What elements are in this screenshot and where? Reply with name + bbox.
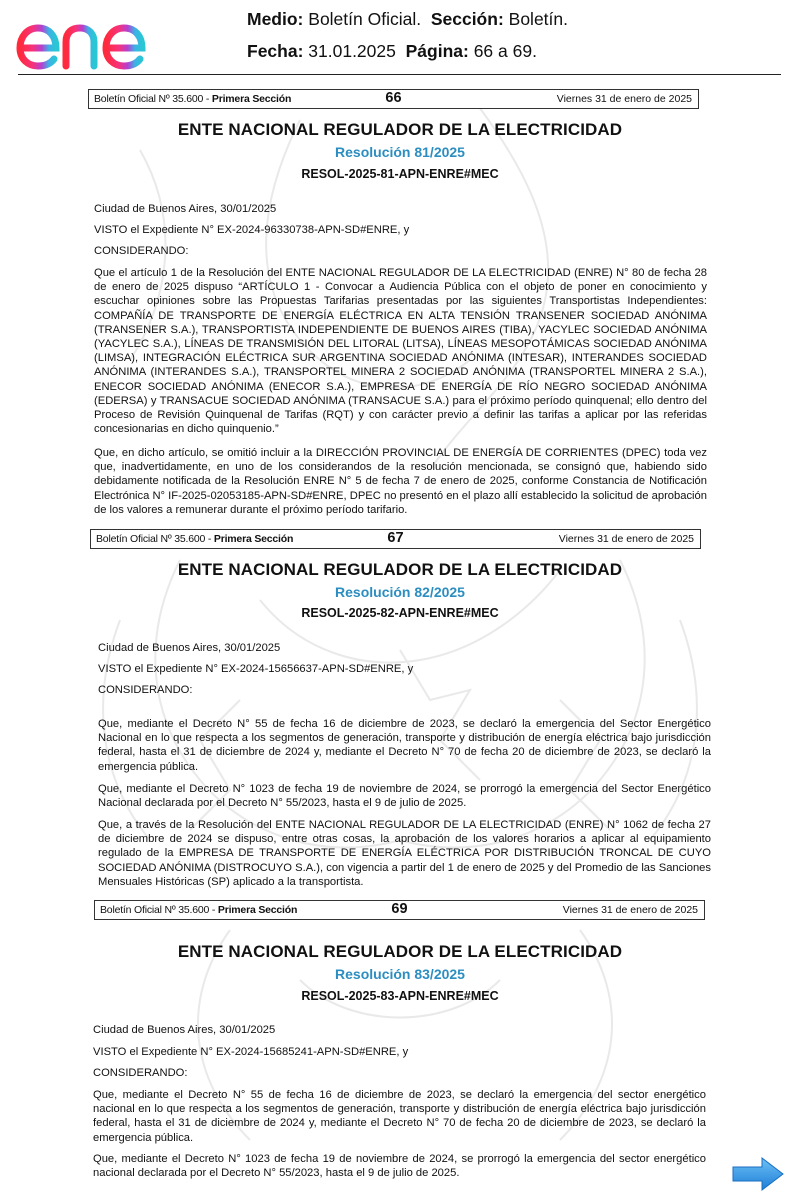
paragraph: Que, mediante el Decreto N° 1023 de fecha 19 de noviembre de 2024, se prorrogó la emergencia del sector energético nacional declarada por el Decreto N° 55/2023, hasta el 9 de julio de 2025. <box>93 1153 706 1180</box>
visto-line: VISTO el Expediente N° EX-2024-15685241-APN-SD#ENRE, y <box>93 1046 409 1058</box>
top-rule-divider <box>18 74 781 75</box>
entity-title: ENTE NACIONAL REGULADOR DE LA ELECTRICIDAD <box>177 560 623 579</box>
boletin-header-67 <box>90 529 701 549</box>
fecha-label: Fecha: <box>247 41 304 61</box>
city-date: Ciudad de Buenos Aires, 30/01/2025 <box>93 1024 276 1036</box>
entity-title: ENTE NACIONAL REGULADOR DE LA ELECTRICIDAD <box>177 942 623 961</box>
meta-line-2 <box>247 41 537 62</box>
entity-title: ENTE NACIONAL REGULADOR DE LA ELECTRICIDAD <box>177 120 623 139</box>
paragraph: Que, mediante el Decreto N° 1023 de fecha 19 de noviembre de 2024, se prorrogó la emergencia del Sector Energético Nacional declarada por el Decreto N° 55/2023, hasta el 9 de julio de 2025. <box>98 783 711 810</box>
page-number: 67 <box>387 530 404 546</box>
considerando-heading: CONSIDERANDO: <box>94 245 189 257</box>
meta-line-1 <box>247 9 568 30</box>
header-date: Viernes 31 de enero de 2025 <box>556 93 692 105</box>
arrow-right-icon[interactable] <box>730 1155 786 1193</box>
page-number: 69 <box>391 901 408 917</box>
page-number: 66 <box>385 90 402 106</box>
boletin-label: Boletín Oficial Nº 35.600 - Primera Sección <box>96 533 294 545</box>
medio-label: Medio: <box>247 9 304 29</box>
paragraph: Que, mediante el Decreto N° 55 de fecha 16 de diciembre de 2023, se declaró la emergencia del Sector Energético Nacional en lo que respecta a los segmentos de generación, transporte y distribución de energía eléctrica bajo jurisdicción federal, hasta el 31 de diciembre de 2024 y, mediante el Decreto N° 70 de fecha 20 de diciembre de 2023, se declaró la emergencia pública. <box>98 718 711 773</box>
boletin-header-66 <box>88 89 699 109</box>
city-date: Ciudad de Buenos Aires, 30/01/2025 <box>98 642 281 654</box>
city-date: Ciudad de Buenos Aires, 30/01/2025 <box>94 203 277 215</box>
boletin-label: Boletín Oficial Nº 35.600 - Primera Sección <box>100 904 298 916</box>
enel-logo <box>16 8 172 70</box>
seccion-value: Boletín. <box>508 9 569 29</box>
fecha-value: 31.01.2025 <box>308 41 396 61</box>
paragraph: Que, mediante el Decreto N° 55 de fecha 16 de diciembre de 2023, se declaró la emergencia del sector energético nacional en lo que respecta a los segmentos de generación, transporte y distribución de energía eléctrica bajo jurisdicción federal, hasta el 31 de diciembre de 2024 y, mediante el Decreto N° 70 de fecha 20 de diciembre de 2023, se declaró la emergencia pública. <box>93 1089 706 1144</box>
paragraph: Que el artículo 1 de la Resolución del ENTE NACIONAL REGULADOR DE LA ELECTRICIDAD (ENRE) N° 80 de fecha 28 de enero de 2025 dispuso “ARTÍCULO 1 - Convocar a Audiencia Pública con el objeto de poner en conocimiento y escuchar opiniones sobre las Propuestas Tarifarias presentadas por las siguientes Transportistas Independientes: COMPAÑÍA DE TRANSPORTE DE ENERGÍA ELÉCTRICA EN ALTA TENSIÓN TRANSENER SOCIEDAD ANÓNIMA (TRANSENER S.A.), TRANSPORTISTA INDEPENDIENTE DE BUENOS AIRES (TIBA), YACYLEC SOCIEDAD ANÓNIMA (YACYLEC S.A.), LÍNEAS DE TRANSMISIÓN DEL LITORAL (LITSA), LÍNEAS MESOPOTÁMICAS SOCIEDAD ANÓNIMA (LIMSA), INTEGRACIÓN ELÉCTRICA SUR ARGENTINA SOCIEDAD ANÓNIMA (INTESAR), INTERANDES SOCIEDAD ANÓNIMA (INTERANDES S.A.), TRANSPORTEL MINERA 2 SOCIEDAD ANÓNIMA (TRANSPORTEL MINERA 2 S.A.), ENECOR SOCIEDAD ANÓNIMA (ENECOR S.A.), EMPRESA DE ENERGÍA DE RÍO NEGRO SOCIEDAD ANÓNIMA (EDERSA) y TRANSACUE SOCIEDAD ANÓNIMA (TRANSACUE S.A.) para el próximo período quinquenal; ello dentro del Proceso de Revisión Quinquenal de Tarifas (RQT) y con carácter previo a definir las tarifas a aplicar por las referidas concesionarias en dicho quinquenio.” <box>94 267 707 436</box>
resolution-title: Resolución 82/2025 <box>335 584 465 600</box>
boletin-header-69 <box>94 900 705 920</box>
visto-line: VISTO el Expediente N° EX-2024-15656637-APN-SD#ENRE, y <box>98 663 414 675</box>
header-date: Viernes 31 de enero de 2025 <box>558 533 694 545</box>
pagina-value: 66 a 69. <box>473 41 537 61</box>
resolution-code: RESOL-2025-83-APN-ENRE#MEC <box>301 989 499 1003</box>
paragraph: Que, a través de la Resolución del ENTE NACIONAL REGULADOR DE LA ELECTRICIDAD (ENRE) N° 1062 de fecha 27 de diciembre de 2024 se dispuso, entre otras cosas, la aprobación de los valores horarios a aplicar al equipamiento regulado de la EMPRESA DE TRANSPORTE DE ENERGÍA ELÉCTRICA POR DISTRIBUCIÓN TRONCAL DE CUYO SOCIEDAD ANÓNIMA (DISTROCUYO S.A.), con vigencia a partir del 1 de enero de 2025 y del Promedio de las Sanciones Mensuales Históricas (SP) aplicado a la transportista. <box>98 819 711 888</box>
pagina-label: Página: <box>405 41 469 61</box>
resolution-code: RESOL-2025-81-APN-ENRE#MEC <box>301 167 499 181</box>
header-date: Viernes 31 de enero de 2025 <box>562 904 698 916</box>
seccion-label: Sección: <box>430 9 504 29</box>
considerando-heading: CONSIDERANDO: <box>98 684 193 696</box>
medio-value: Boletín Oficial. <box>308 9 422 29</box>
resolution-title: Resolución 81/2025 <box>335 144 465 160</box>
resolution-title: Resolución 83/2025 <box>335 966 465 982</box>
resolution-code: RESOL-2025-82-APN-ENRE#MEC <box>301 606 499 620</box>
visto-line: VISTO el Expediente N° EX-2024-96330738-APN-SD#ENRE, y <box>94 224 410 236</box>
considerando-heading: CONSIDERANDO: <box>93 1067 188 1079</box>
boletin-label: Boletín Oficial Nº 35.600 - Primera Sección <box>94 93 292 105</box>
paragraph: Que, en dicho artículo, se omitió incluir a la DIRECCIÓN PROVINCIAL DE ENERGÍA DE CORRIENTES (DPEC) toda vez que, inadvertidamente, en uno de los considerandos de la resolución mencionada, se consignó que, habiendo sido debidamente notificada de la Resolución ENRE N° 5 de fecha 7 de enero de 2025, conforme Constancia de Notificación Electrónica N° IF-2025-02053185-APN-SD#ENRE, DPEC no presentó en el plazo allí establecido la solicitud de aprobación de los valores a remunerar durante el próximo período tarifario. <box>94 447 707 516</box>
